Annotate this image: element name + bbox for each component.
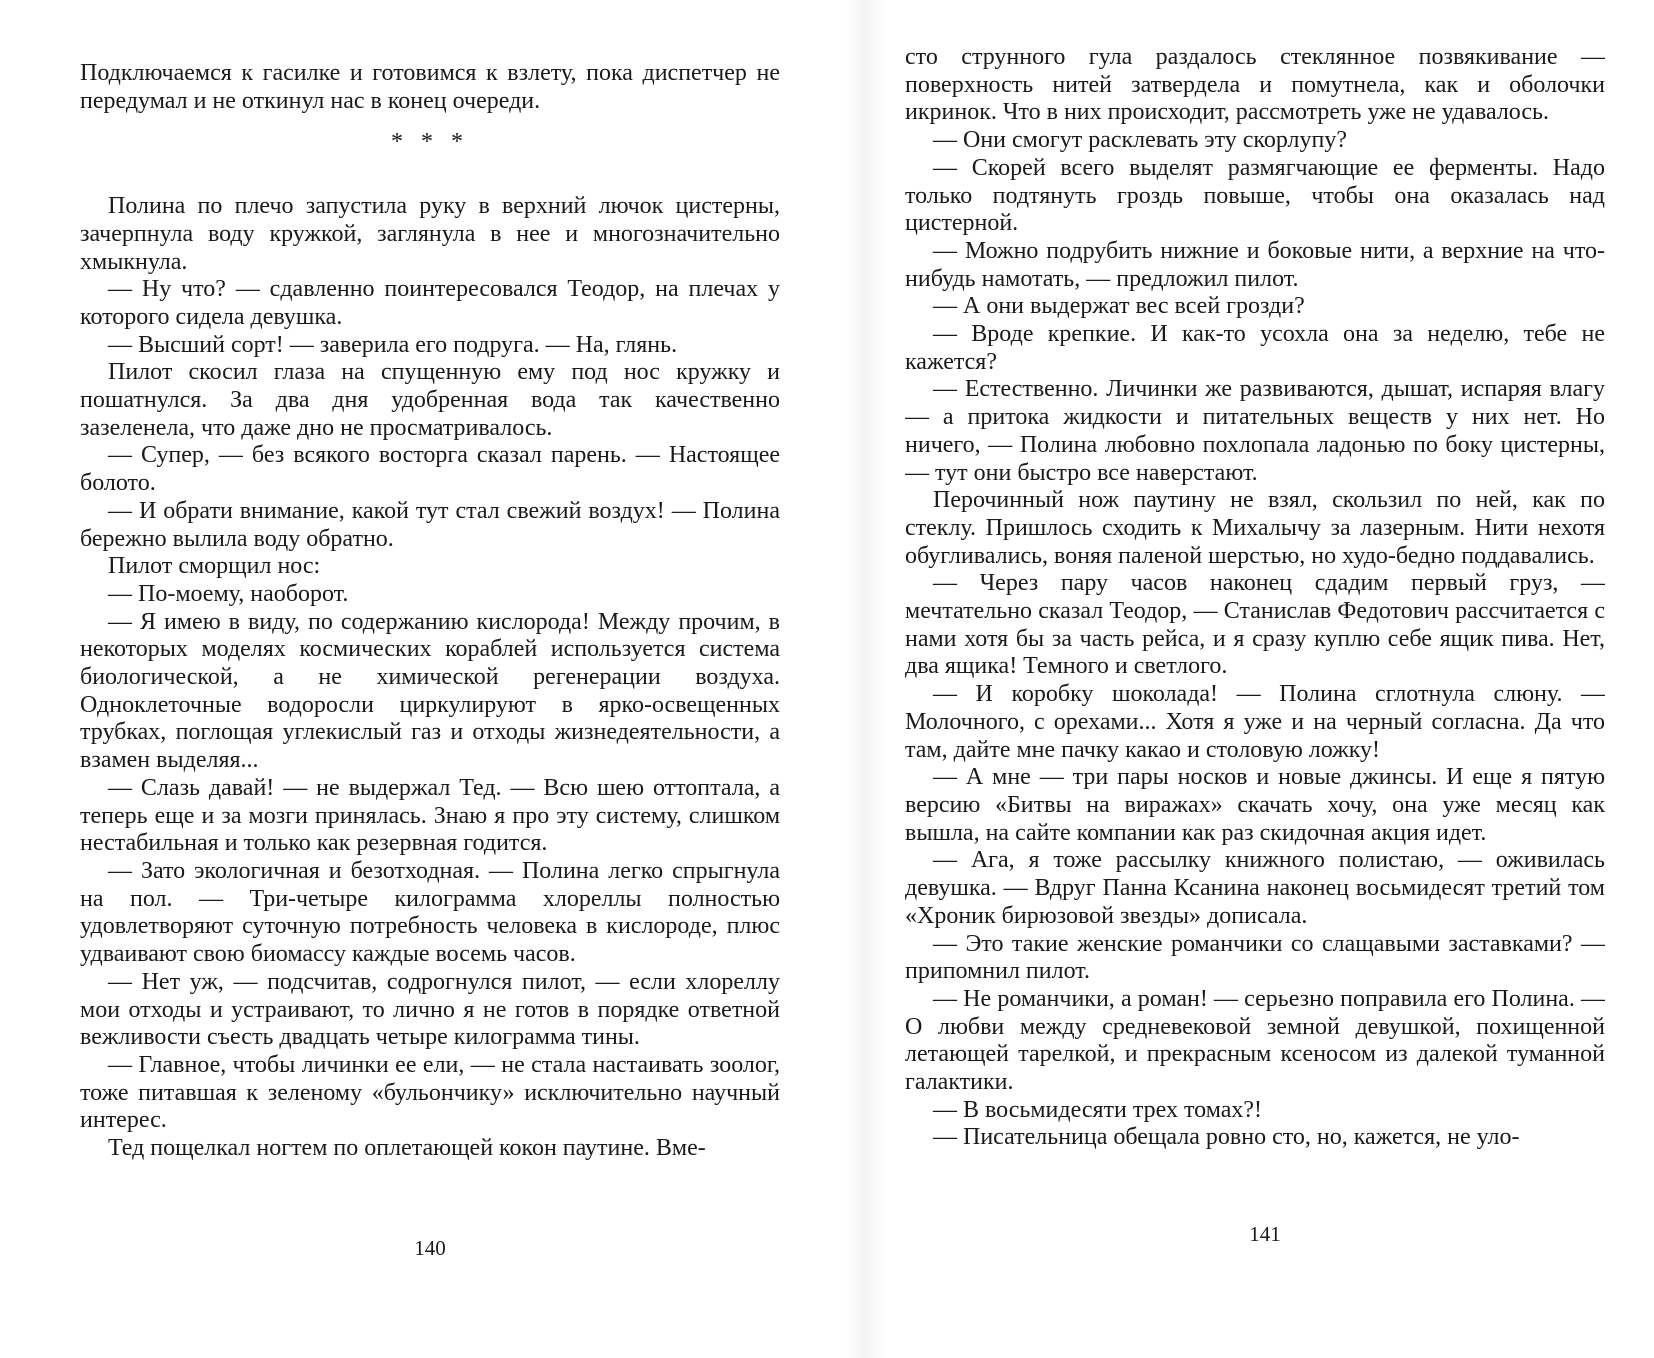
paragraph: — Я имею в виду, по содержанию кислорода! Между прочим, в некоторых моделях космических кораблей используется система биологической, а не химической регенерации воздуха. Одноклеточные водоросли циркулируют в ярко-освещенных трубках, поглощая углекислый газ и отходы жизнедеятельности, а взамен выделяя... xyxy=(80,608,780,774)
paragraph: — Не романчики, а роман! — серьезно поправила его Полина. — О любви между средневековой земной девушкой, похищенной летающей тарелкой, и прекрасным ксеносом из далекой туманной галактики. xyxy=(905,985,1605,1096)
paragraph: — Ага, я тоже рассылку книжного полистаю, — оживилась девушка. — Вдруг Панна Ксанина наконец восьмидесят третий том «Хроник бирюзовой звезды» дописала. xyxy=(905,847,1605,929)
paragraph: — А они выдержат вес всей грозди? xyxy=(933,293,1305,320)
paragraph: — Ну что? — сдавленно поинтересовался Теодор, на плечах у которого сидела девушка. xyxy=(80,276,780,330)
book-gutter xyxy=(845,0,885,1358)
paragraph: — Они смогут расклевать эту скорлупу? xyxy=(933,127,1347,154)
paragraph: — А мне — три пары носков и новые джинсы. И еще я пятую версию «Битвы на виражах» скачать хочу, она уже месяц как вышла, на сайте компании как раз скидочная акция идет. xyxy=(905,764,1605,846)
paragraph: — Можно подрубить нижние и боковые нити, а верхние на что-нибудь намотать, — предложил пилот. xyxy=(905,237,1605,292)
paragraph: — Писательница обещала ровно сто, но, кажется, не уло- xyxy=(933,1124,1520,1151)
paragraph: Тед пощелкал ногтем по оплетающей кокон паутине. Вме- xyxy=(108,1135,706,1162)
page-number: 141 xyxy=(1249,1222,1281,1246)
paragraph: Полина по плечо запустила руку в верхний лючок цистерны, зачерпнула воду кружкой, заглянула в нее и многозначительно хмыкнула. xyxy=(80,193,780,275)
paragraph: — Вроде крепкие. И как-то усохла она за неделю, тебе не кажется? xyxy=(905,321,1605,375)
paragraph: — В восьмидесяти трех томах?! xyxy=(933,1096,1263,1123)
paragraph: Подключаемся к гасилке и готовимся к взлету, пока диспетчер не передумал и не откинул нас в конец очереди. xyxy=(80,60,780,114)
paragraph: — Главное, чтобы личинки ее ели, — не стала настаивать зоолог, тоже питавшая к зеленому «бульончику» исключительно научный интерес. xyxy=(80,1051,780,1134)
paragraph: — Слазь давай! — не выдержал Тед. — Всю шею оттоптала, а теперь еще и за мозги принялась. Знаю я про эту систему, слишком нестабильная и только как резервная годится. xyxy=(80,774,780,857)
paragraph: — Зато экологичная и безотходная. — Полина легко спрыгнула на пол. — Три-четыре килограмма хлореллы полностью удовлетворяют суточную потребность человека в кислороде, плюс удваивают свою биомассу каждые восемь часов. xyxy=(80,857,780,968)
paragraph: — Высший сорт! — заверила его подруга. — На, глянь. xyxy=(108,331,678,358)
paragraph: — Супер, — без всякого восторга сказал парень. — Настоящее болото. xyxy=(80,442,780,497)
paragraph: — Нет уж, — подсчитав, содрогнулся пилот, — если хлореллу мои отходы и устраивают, то лично я не готов в порядке ответной вежливости съесть двадцать четыре килограмма тины. xyxy=(80,968,780,1051)
section-break: * * * xyxy=(391,129,469,156)
paragraph: Пилот скосил глаза на спущенную ему под нос кружку и пошатнулся. За два дня удобренная вода так качественно зазеленела, что даже дно не просматривалось. xyxy=(80,359,780,441)
paragraph: — И обрати внимание, какой тут стал свежий воздух! — Полина бережно вылила воду обратно. xyxy=(80,497,780,552)
paragraph: — Скорей всего выделят размягчающие ее ферменты. Надо только подтянуть гроздь повыше, чтобы она оказалась над цистерной. xyxy=(905,154,1605,237)
paragraph: — Естественно. Личинки же развиваются, дышат, испаряя влагу — а притока жидкости и питательных веществ у них нет. Но ничего, — Полина любовно похлопала ладонью по боку цистерны, — тут они быстро все наверстают. xyxy=(905,376,1605,486)
paragraph: — Через пару часов наконец сдадим первый груз, — мечтательно сказал Теодор, — Станислав Федотович рассчитается с нами хотя бы за часть рейса, и я сразу куплю себе ящик пива. Нет, два ящика! Темного и светлого. xyxy=(905,570,1605,680)
paragraph: — Это такие женские романчики со слащавыми заставками? — припомнил пилот. xyxy=(905,930,1605,985)
paragraph: — И коробку шоколада! — Полина сглотнула слюну. — Молочного, с орехами... Хотя я уже и на черный согласна. Да что там, дайте мне пачку какао и столовую ложку! xyxy=(905,681,1605,763)
page-141 xyxy=(885,0,1654,1358)
page-text xyxy=(905,44,1605,1152)
paragraph: — По-моему, наоборот. xyxy=(108,580,349,607)
page-text xyxy=(80,60,780,1163)
paragraph: сто струнного гула раздалось стеклянное позвякивание — поверхность нитей затвердела и помутнела, как и оболочки икринок. Что в них происходит, рассмотреть уже не удавалось. xyxy=(905,44,1605,126)
paragraph: Перочинный нож паутину не взял, скользил по ней, как по стеклу. Пришлось сходить к Михалычу за лазерным. Нити нехотя обугливались, воняя паленой шерстью, но худо-бедно поддавались. xyxy=(905,487,1605,569)
page-number: 140 xyxy=(414,1236,446,1260)
paragraph: Пилот сморщил нос: xyxy=(108,553,321,580)
